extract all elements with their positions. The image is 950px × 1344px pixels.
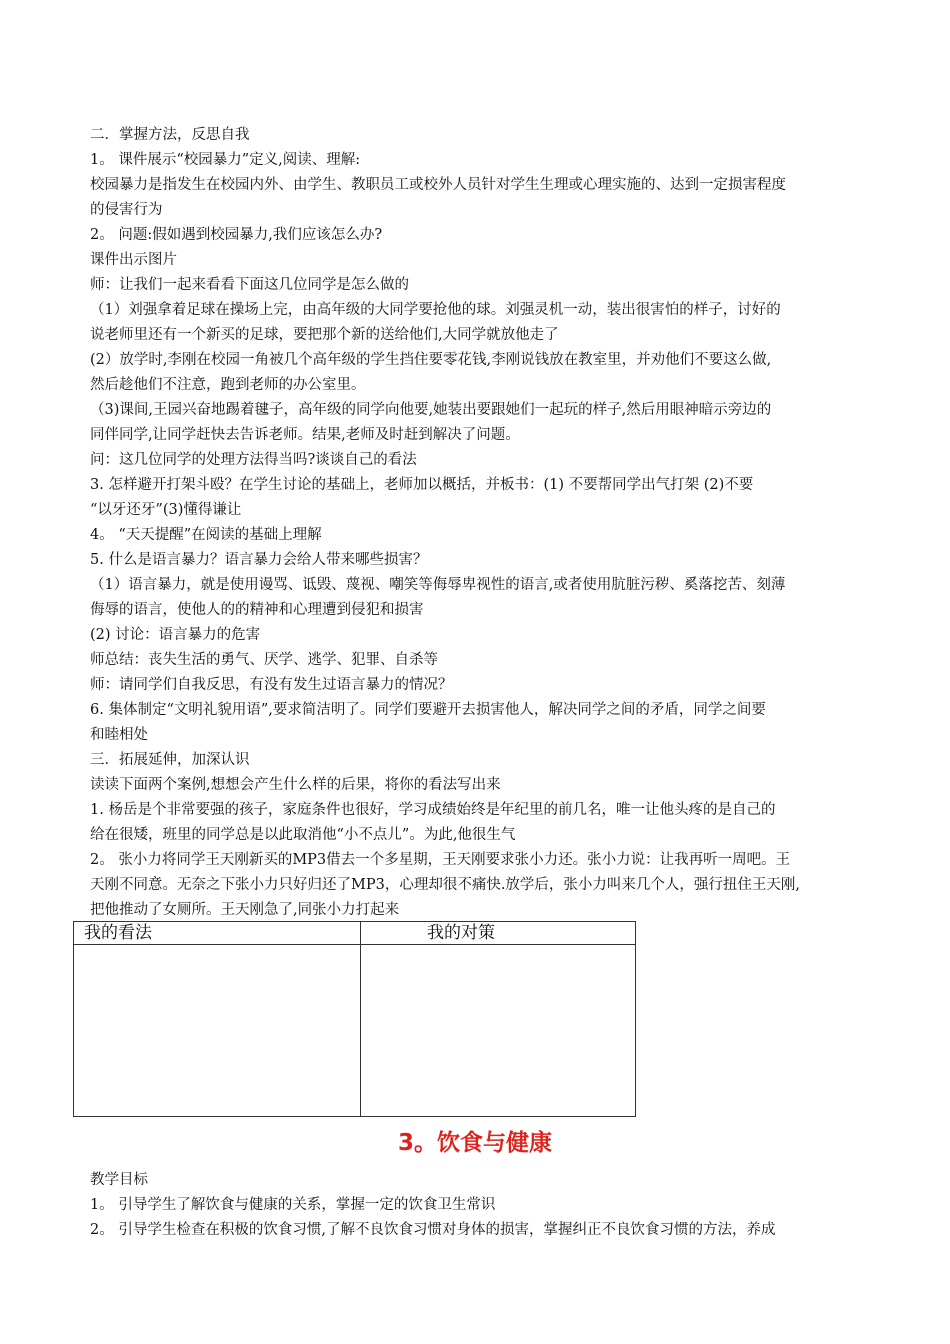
text-line: 和睦相处 <box>90 727 148 743</box>
section-title: 3。饮食与健康 <box>397 1130 552 1156</box>
table-header-row <box>74 922 636 945</box>
text-line: （1）语言暴力，就是使用谩骂、诋毁、蔑视、嘲笑等侮辱卑视性的语言,或者使用肮脏污秽、奚落挖苦、刻薄 <box>90 577 786 593</box>
text-line: (2) 讨论：语言暴力的危害 <box>90 627 261 643</box>
text-line: 天刚不同意。无奈之下张小力只好归还了MP3，心理却很不痛快.放学后，张小力叫来几个人，强行扭住王天刚, <box>90 877 801 893</box>
table-header-opinion: 我的看法 <box>74 922 361 945</box>
text-line: 课件出示图片 <box>90 252 177 268</box>
text-line: （1）刘强拿着足球在操场上完，由高年级的大同学要抢他的球。刘强灵机一动，装出很害怕的样子，讨好的 <box>90 302 781 318</box>
text-line: 读读下面两个案例,想想会产生什么样的后果，将你的看法写出来 <box>90 777 501 793</box>
heading-section-three: 三．拓展延伸，加深认识 <box>90 752 250 768</box>
heading-section-two: 二．掌握方法，反思自我 <box>90 127 250 143</box>
goals-heading: 教学目标 <box>90 1172 148 1188</box>
table-row <box>74 945 636 1117</box>
text-line: 1。 课件展示“校园暴力”定义,阅读、理解: <box>90 152 361 168</box>
text-line: 5. 什么是语言暴力？语言暴力会给人带来哪些损害？ <box>90 552 428 568</box>
table-header-strategy: 我的对策 <box>361 922 636 945</box>
text-line: 2。 张小力将同学王天刚新买的MP3借去一个多星期，王天刚要求张小力还。张小力说：让我再听一周吧。王 <box>90 852 791 868</box>
text-line: (2）放学时,李刚在校园一角被几个高年级的学生挡住要零花钱,李刚说钱放在教室里，并劝他们不要这么做, <box>90 352 772 368</box>
opinion-cell <box>74 945 361 1117</box>
text-line: 然后趁他们不注意，跑到老师的办公室里。 <box>90 377 366 393</box>
strategy-cell <box>361 945 636 1117</box>
text-line: （3)课间,王园兴奋地踢着毽子，高年级的同学向他要,她装出要跟她们一起玩的样子,然后用眼神暗示旁边的 <box>90 402 772 418</box>
text-line: 师：请同学们自我反思，有没有发生过语言暴力的情况？ <box>90 677 453 693</box>
text-line: 说老师里还有一个新买的足球，要把那个新的送给他们,大同学就放他走了 <box>90 327 559 343</box>
text-line: 2。 问题:假如遇到校园暴力,我们应该怎么办? <box>90 227 383 243</box>
text-line: 同伴同学,让同学赶快去告诉老师。结果,老师及时赶到解决了问题。 <box>90 427 520 443</box>
text-line: 校园暴力是指发生在校园内外、由学生、教职员工或校外人员针对学生生理或心理实施的、达到一定损害程度 <box>90 177 786 193</box>
text-line: 4。 “天天提醒”在阅读的基础上理解 <box>90 527 322 543</box>
text-line: 的侵害行为 <box>90 202 163 218</box>
text-line: 把他推动了女厕所。王天刚急了,同张小力打起来 <box>90 902 400 918</box>
text-line: 侮辱的语言，使他人的的精神和心理遭到侵犯和损害 <box>90 602 424 618</box>
goal-item: 2。 引导学生检查在积极的饮食习惯,了解不良饮食习惯对身体的损害，掌握纠正不良饮食习惯的方法，养成 <box>90 1222 776 1238</box>
opinion-table <box>73 921 636 1117</box>
goal-item: 1。 引导学生了解饮食与健康的关系，掌握一定的饮食卫生常识 <box>90 1197 496 1213</box>
text-line: 问：这几位同学的处理方法得当吗?谈谈自己的看法 <box>90 452 417 468</box>
text-line: 3. 怎样避开打架斗殴？在学生讨论的基础上，老师加以概括，并板书：(1) 不要帮同学出气打架 (2)不要 <box>90 477 754 493</box>
text-line: 师：让我们一起来看看下面这几位同学是怎么做的 <box>90 277 409 293</box>
text-line: 6. 集体制定“文明礼貌用语”,要求简洁明了。同学们要避开去损害他人，解决同学之间的矛盾，同学之间要 <box>90 702 766 718</box>
text-line: 1. 杨岳是个非常要强的孩子，家庭条件也很好，学习成绩始终是年纪里的前几名，唯一让他头疼的是自己的 <box>90 802 776 818</box>
text-line: 师总结：丧失生活的勇气、厌学、逃学、犯罪、自杀等 <box>90 652 438 668</box>
text-line: “以牙还牙”(3)懂得谦让 <box>90 502 242 518</box>
text-line: 给在很矮，班里的同学总是以此取消他“小不点儿”。为此,他很生气 <box>90 827 516 843</box>
